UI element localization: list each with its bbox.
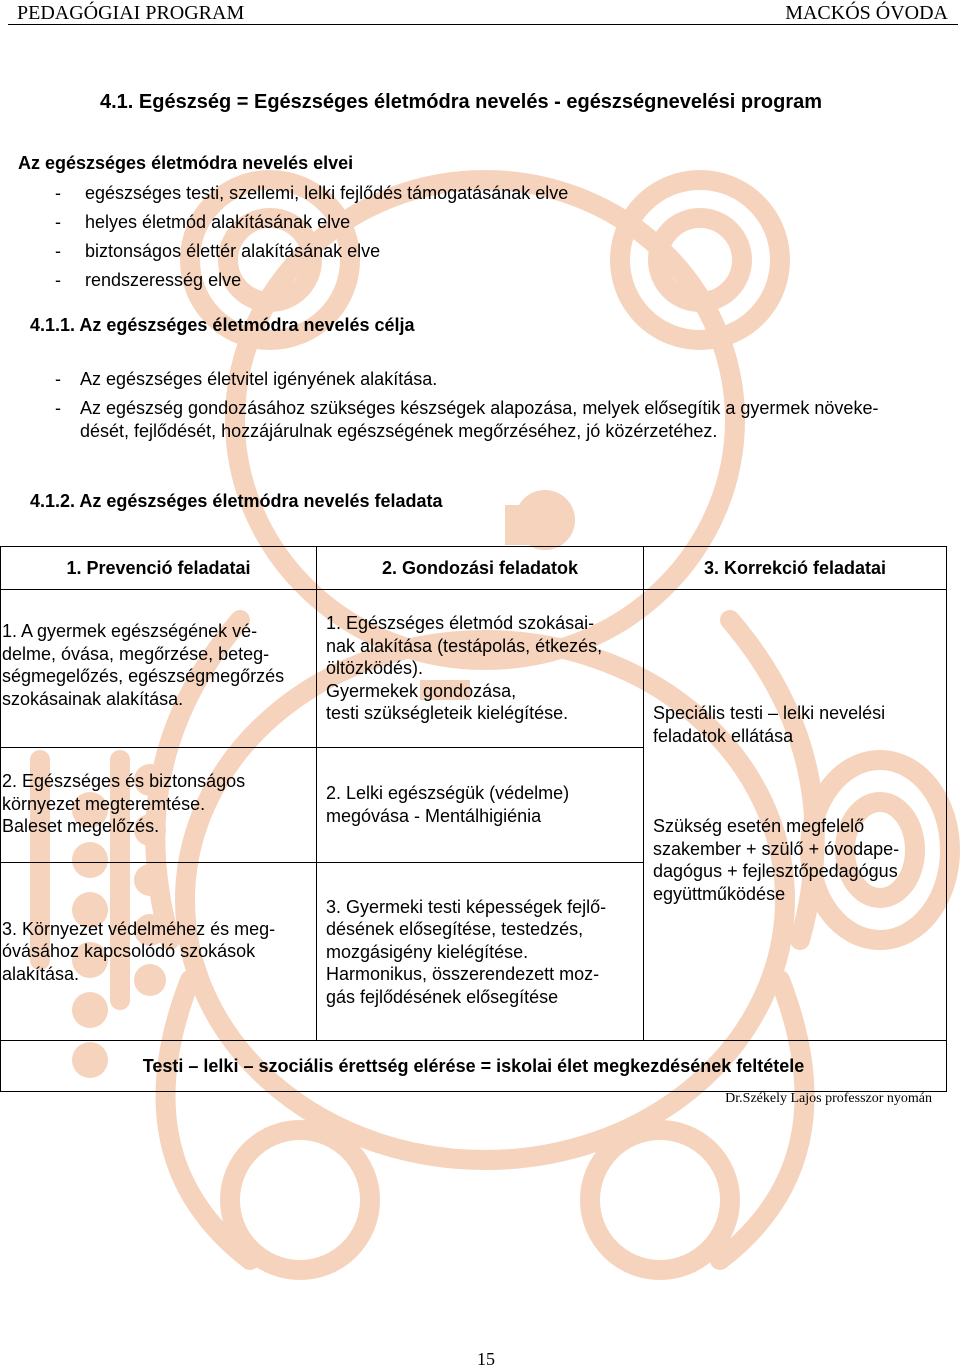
principle-item: egészséges testi, szellemi, lelki fejlődés támogatásának elve <box>85 183 569 203</box>
page-number: 15 <box>477 1349 495 1369</box>
source-attribution: Dr.Székely Lajos professzor nyomán <box>725 1091 932 1106</box>
column-header-care: 2. Gondozási feladatok <box>317 547 644 590</box>
prevention-cell-2: 2. Egészséges és biztonságos környezet megteremtése. Baleset megelőzés. <box>1 748 317 862</box>
task-table <box>0 546 947 1092</box>
principle-item: helyes életmód alakításának elve <box>85 212 351 232</box>
prevention-cell-1: 1. A gyermek egészségének vé- delme, óvása, megőrzése, beteg- ségmegelőzés, egészségmegőrzés szokásainak alakítása. <box>1 590 317 748</box>
goal-heading: 4.1.1. Az egészséges életmódra nevelés célja <box>30 315 415 335</box>
goal-item: Az egészséges életvitel igényének alakítása. <box>80 369 438 389</box>
table-footer-summary: Testi – lelki – szociális érettség elérése = iskolai élet megkezdésének feltétele <box>1 1041 947 1092</box>
goal-item: Az egészség gondozásához szükséges készségek alapozása, melyek elősegítik a gyermek növeke- <box>80 398 879 418</box>
task-heading: 4.1.2. Az egészséges életmódra nevelés feladata <box>30 491 443 511</box>
column-header-prevention: 1. Prevenció feladatai <box>1 547 317 590</box>
header-kindergarten-name: MACKÓS ÓVODA <box>785 2 948 24</box>
principle-item: rendszeresség elve <box>85 270 242 290</box>
goal-item-cont: dését, fejlődését, hozzájárulnak egészségének megőrzéséhez, jó közérzetéhez. <box>80 421 718 441</box>
header-program-title: PEDAGÓGIAI PROGRAM <box>17 2 245 24</box>
care-cell-1: 1. Egészséges életmód szokásai- nak alakítása (testápolás, étkezés, öltözködés). Gyermekek gondozása, testi szükségleteik kielégítése. <box>317 590 644 748</box>
care-cell-3: 3. Gyermeki testi képességek fejlő- désének elősegítése, testedzés, mozgásigény kielégítése. Harmonikus, összerendezett moz- gás fejlődésének elősegítése <box>317 862 644 1040</box>
prevention-cell-3: 3. Környezet védelméhez és meg- óvásához kapcsolódó szokások alakítása. <box>1 862 317 1040</box>
header-rule <box>8 24 958 25</box>
principle-item: biztonságos élettér alakításának elve <box>85 241 381 261</box>
column-header-correction: 3. Korrekció feladatai <box>644 547 947 590</box>
section-title: 4.1. Egészség = Egészséges életmódra nevelés - egészségnevelési program <box>100 91 823 113</box>
care-cell-2: 2. Lelki egészségük (védelme) megóvása - Mentálhigiénia <box>317 748 644 862</box>
principles-heading: Az egészséges életmódra nevelés elvei <box>18 153 354 173</box>
correction-cell: Speciális testi – lelki nevelési feladatok ellátása Szükség esetén megfelelő szakember + szülő + óvodape- dagógus + fejlesztőpedagógus együttműködése <box>644 590 947 1041</box>
